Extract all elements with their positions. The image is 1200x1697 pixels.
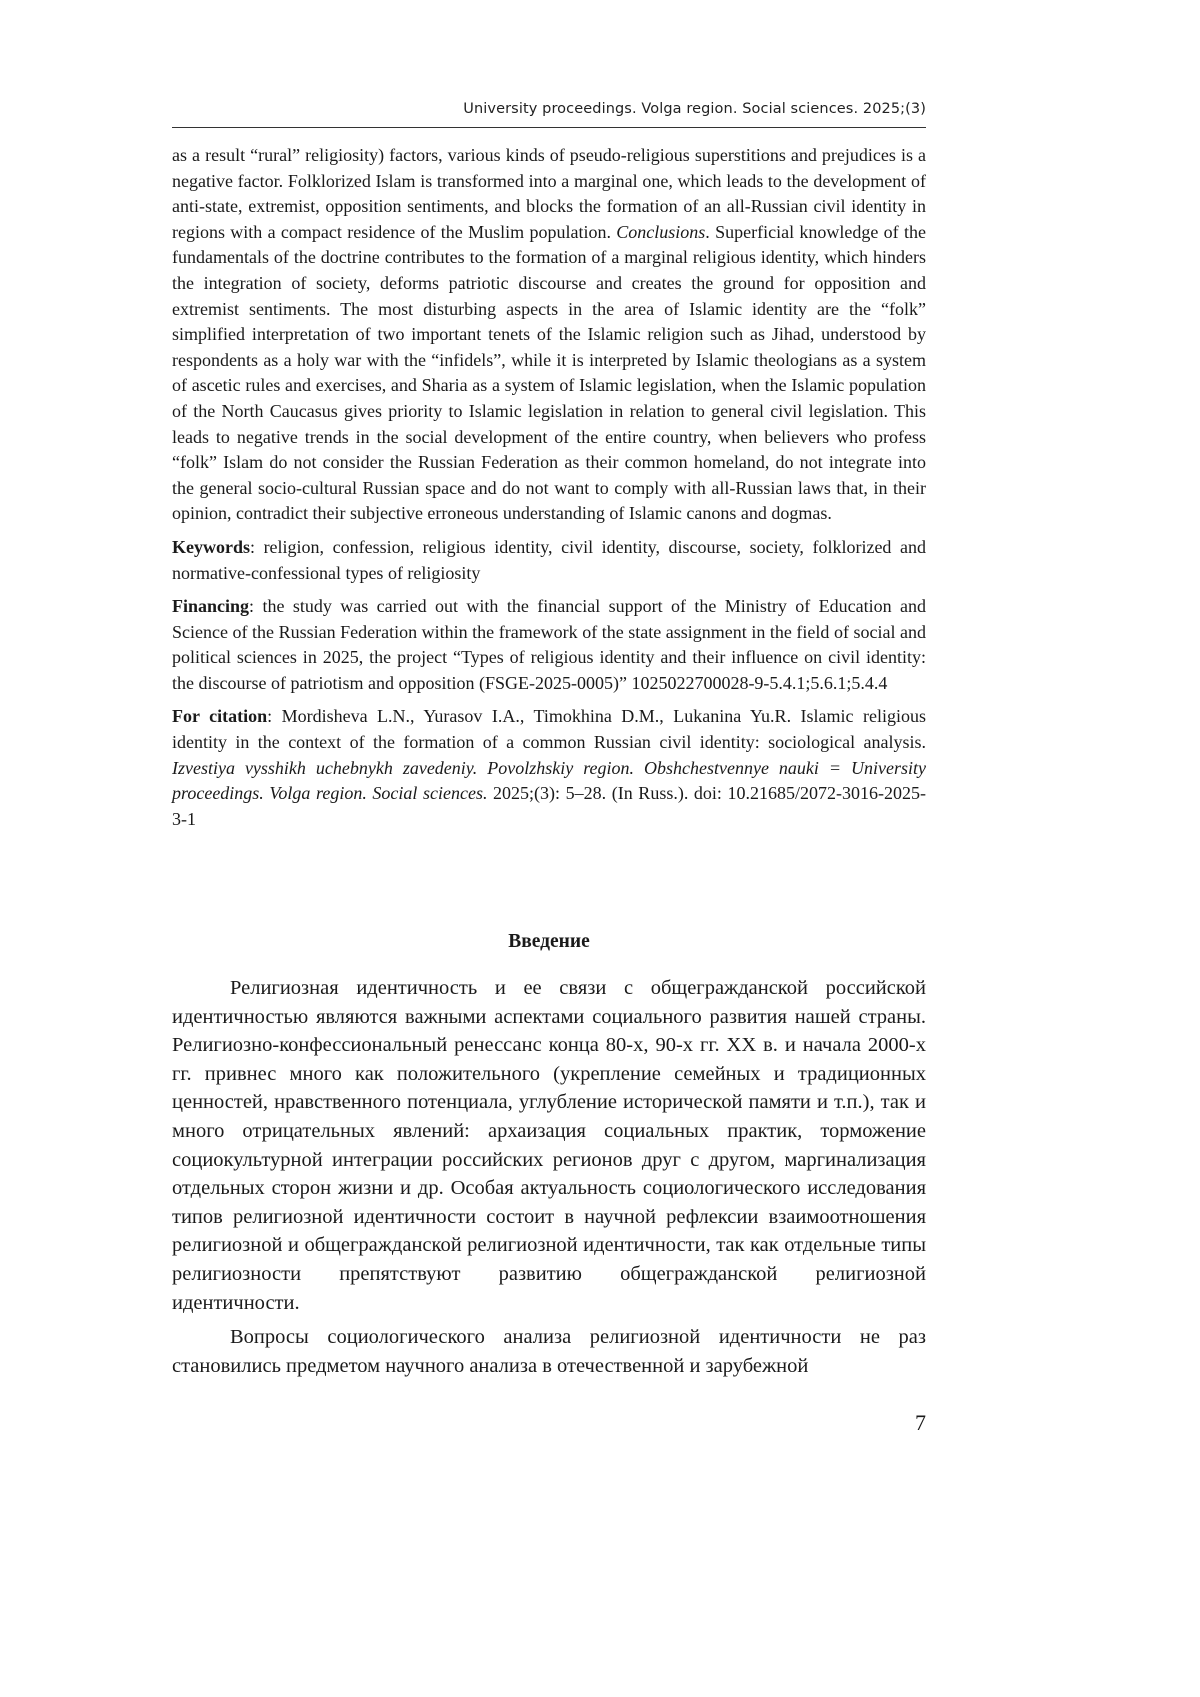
conclusions-label: Conclusions xyxy=(616,221,706,242)
financing-paragraph xyxy=(172,594,926,696)
abstract-section xyxy=(172,143,926,840)
citation-paragraph xyxy=(172,704,926,832)
financing-label: Financing xyxy=(172,596,250,617)
header-rule xyxy=(172,127,926,128)
citation-text-part2: 2025;(3): 5–28. (In Russ.). doi: 10.21685/2072-3016-2025-3-1 xyxy=(172,783,926,829)
abstract-body xyxy=(172,143,926,527)
citation-label: For citation xyxy=(172,706,268,727)
running-head: University proceedings. Volga region. Social sciences. 2025;(3) xyxy=(463,101,926,117)
citation-text-part1: : Mordisheva L.N., Yurasov I.A., Timokhina D.M., Lukanina Yu.R. Islamic religious identity in the context of the formation of a common Russian civil identity: sociological analysis. xyxy=(172,706,926,753)
keywords-paragraph xyxy=(172,535,926,586)
page-number: 7 xyxy=(915,1410,926,1435)
introduction-body xyxy=(172,974,926,1386)
intro-paragraph: Религиозная идентичность и ее связи с общегражданской российской идентичностью являются важными аспектами социального развития нашей страны. Религиозно-конфессиональный ренессанс конца 80-х, 90-х гг. XX в. и начала 2000-х гг. привнес много как положительного (укрепление семейных и традиционных ценностей, нравственного потенциала, углубление исторической памяти и т.п.), так и много отрицательных явлений: архаизация социальных практик, торможение социокультурной интеграции российских регионов друг с другом, маргинализация отдельных сторон жизни и др. Особая актуальность социологического исследования типов религиозной идентичности состоит в научной рефлексии взаимоотношения религиозной и общегражданской религиозной идентичности, так как отдельные типы религиозности препятствуют развитию общегражданской религиозной идентичности. xyxy=(172,977,926,1314)
abstract-text-part2: . Superficial knowledge of the fundamentals of the doctrine contributes to the formation of a marginal religious identity, which hinders the integration of society, deforms patriotic discourse and creates the ground for opposition and extremist sentiments. The most disturbing aspects in the area of Islamic identity are the “folk” simplified interpretation of two important tenets of the Islamic religion such as Jihad, understood by respondents as a holy war with the “infidels”, while it is interpreted by Islamic theologians as a system of ascetic rules and exercises, and Sharia as a system of Islamic legislation, when the Islamic population of the North Caucasus gives priority to Islamic legislation in relation to general civil legislation. This leads to negative trends in the social development of the entire country, when believers who profess “folk” Islam do not consider the Russian Federation as their common homeland, do not integrate into the general socio-cultural Russian space and do not want to comply with all-Russian laws that, in their opinion, contradict their subjective erroneous understanding of Islamic canons and dogmas. xyxy=(172,221,926,524)
financing-text: : the study was carried out with the financial support of the Ministry of Education and Science of the Russian Federation within the framework of the state assignment in the field of social and political sciences in 2025, the project “Types of religious identity and their influence on civil identity: the discourse of patriotism and opposition (FSGE-2025-0005)” 1025022700028-9-5.4.1;5.6.1;5.4.4 xyxy=(172,596,926,693)
intro-paragraph: Вопросы социологического анализа религиозной идентичности не раз становились предметом научного анализа в отечественной и зарубежной xyxy=(172,1326,926,1377)
keywords-label: Keywords xyxy=(172,536,250,557)
section-heading-introduction: Введение xyxy=(508,931,590,952)
citation-journal: Izvestiya vysshikh uchebnykh zavedeniy. Povolzhskiy region. Obshchestvennye nauki = University proceedings. Volga region. Social sciences. xyxy=(172,757,926,804)
keywords-text: : religion, confession, religious identity, civil identity, discourse, society, folklorized and normative-confessional types of religiosity xyxy=(172,536,926,583)
abstract-text-part1: as a result “rural” religiosity) factors, various kinds of pseudo-religious superstitions and prejudices is a negative factor. Folklorized Islam is transformed into a marginal one, which leads to the development of anti-state, extremist, opposition sentiments, and blocks the formation of an all-Russian civil identity in regions with a compact residence of the Muslim population. xyxy=(172,145,926,242)
